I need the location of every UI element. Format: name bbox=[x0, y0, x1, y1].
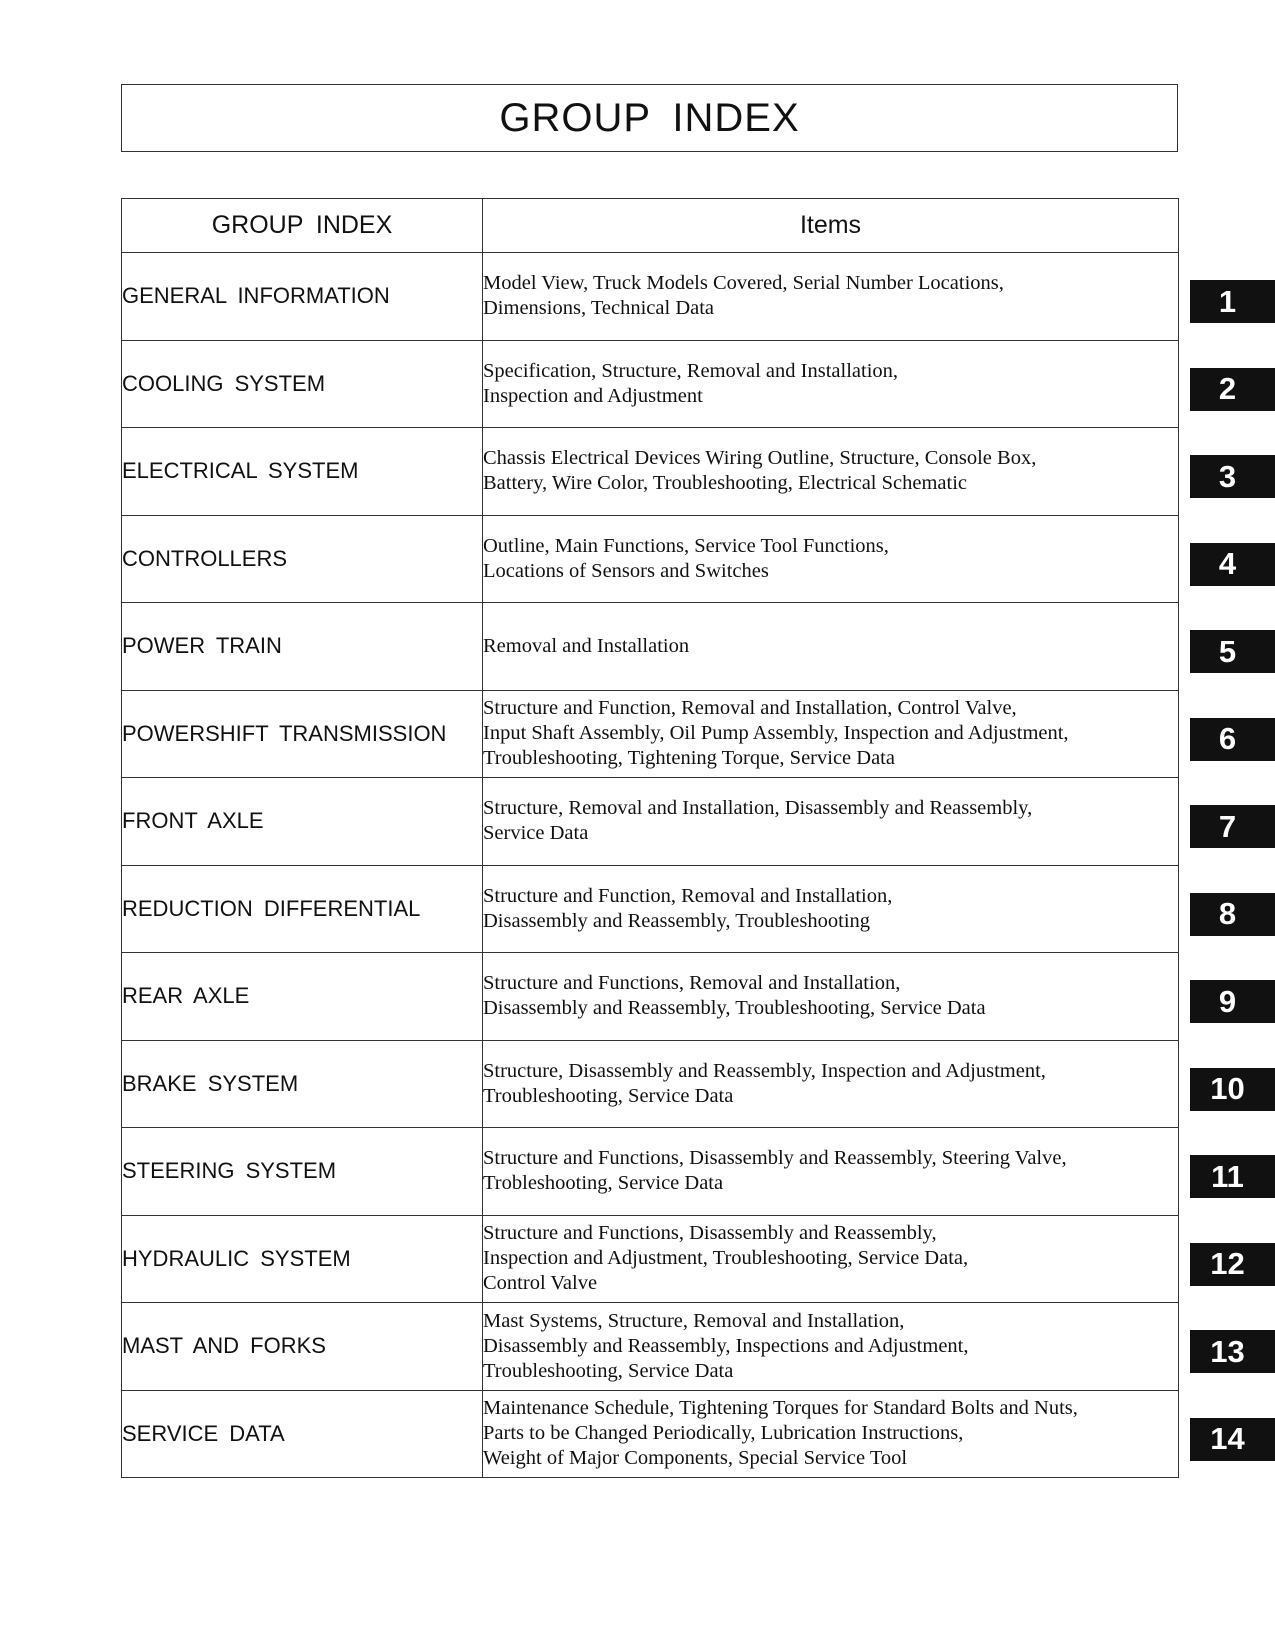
section-tab[interactable]: 10 bbox=[1190, 1068, 1275, 1111]
group-name: ELECTRICAL SYSTEM bbox=[122, 428, 483, 516]
section-tab[interactable]: 7 bbox=[1190, 805, 1275, 848]
table-row[interactable] bbox=[122, 778, 1179, 866]
group-name: REAR AXLE bbox=[122, 953, 483, 1041]
group-items: Mast Systems, Structure, Removal and Installation, Disassembly and Reassembly, Inspections and Adjustment, Troubleshooting, Service Data bbox=[483, 1303, 1179, 1391]
header-group-index: GROUP INDEX bbox=[122, 199, 483, 253]
page-title-box bbox=[121, 84, 1178, 152]
group-items: Structure and Functions, Disassembly and Reassembly, Inspection and Adjustment, Troubleshooting, Service Data, Control Valve bbox=[483, 1215, 1179, 1303]
table-row[interactable] bbox=[122, 515, 1179, 603]
table-row[interactable] bbox=[122, 1040, 1179, 1128]
group-items: Structure, Disassembly and Reassembly, Inspection and Adjustment, Troubleshooting, Service Data bbox=[483, 1040, 1179, 1128]
group-name: POWER TRAIN bbox=[122, 603, 483, 691]
group-name: FRONT AXLE bbox=[122, 778, 483, 866]
section-tab[interactable]: 8 bbox=[1190, 893, 1275, 936]
table-row[interactable] bbox=[122, 603, 1179, 691]
table-header-row bbox=[122, 199, 1179, 253]
group-items: Structure and Functions, Removal and Installation, Disassembly and Reassembly, Troubleshooting, Service Data bbox=[483, 953, 1179, 1041]
group-name: GENERAL INFORMATION bbox=[122, 253, 483, 341]
section-tab[interactable]: 1 bbox=[1190, 280, 1275, 323]
group-items: Structure and Function, Removal and Installation, Disassembly and Reassembly, Troubleshooting bbox=[483, 865, 1179, 953]
table-row[interactable] bbox=[122, 428, 1179, 516]
table-row[interactable] bbox=[122, 1390, 1179, 1478]
section-tab[interactable]: 3 bbox=[1190, 455, 1275, 498]
group-items: Model View, Truck Models Covered, Serial Number Locations, Dimensions, Technical Data bbox=[483, 253, 1179, 341]
group-items: Structure and Functions, Disassembly and Reassembly, Steering Valve, Trobleshooting, Service Data bbox=[483, 1128, 1179, 1216]
table-row[interactable] bbox=[122, 1303, 1179, 1391]
group-name: CONTROLLERS bbox=[122, 515, 483, 603]
group-name: SERVICE DATA bbox=[122, 1390, 483, 1478]
section-tab[interactable]: 6 bbox=[1190, 718, 1275, 761]
group-name: STEERING SYSTEM bbox=[122, 1128, 483, 1216]
group-items: Specification, Structure, Removal and Installation, Inspection and Adjustment bbox=[483, 340, 1179, 428]
section-tab[interactable]: 2 bbox=[1190, 368, 1275, 411]
group-index-table bbox=[121, 198, 1179, 1478]
table-row[interactable] bbox=[122, 340, 1179, 428]
section-tab[interactable]: 13 bbox=[1190, 1330, 1275, 1373]
section-tab[interactable]: 5 bbox=[1190, 630, 1275, 673]
page-title: GROUP INDEX bbox=[499, 95, 800, 140]
section-tab[interactable]: 14 bbox=[1190, 1418, 1275, 1461]
group-name: HYDRAULIC SYSTEM bbox=[122, 1215, 483, 1303]
table-row[interactable] bbox=[122, 253, 1179, 341]
section-tab[interactable]: 9 bbox=[1190, 980, 1275, 1023]
group-items: Structure and Function, Removal and Installation, Control Valve, Input Shaft Assembly, Oil Pump Assembly, Inspection and Adjustment, Troubleshooting, Tightening Torque, Service Data bbox=[483, 690, 1179, 778]
table-row[interactable] bbox=[122, 953, 1179, 1041]
group-name: BRAKE SYSTEM bbox=[122, 1040, 483, 1128]
header-items: Items bbox=[483, 199, 1179, 253]
table-row[interactable] bbox=[122, 1128, 1179, 1216]
group-items: Structure, Removal and Installation, Disassembly and Reassembly, Service Data bbox=[483, 778, 1179, 866]
group-items: Maintenance Schedule, Tightening Torques for Standard Bolts and Nuts, Parts to be Changed Periodically, Lubrication Instructions, Weight of Major Components, Special Service Tool bbox=[483, 1390, 1179, 1478]
group-name: COOLING SYSTEM bbox=[122, 340, 483, 428]
group-name: MAST AND FORKS bbox=[122, 1303, 483, 1391]
group-items: Chassis Electrical Devices Wiring Outline, Structure, Console Box, Battery, Wire Color, Troubleshooting, Electrical Schematic bbox=[483, 428, 1179, 516]
section-tab[interactable]: 11 bbox=[1190, 1155, 1275, 1198]
group-name: POWERSHIFT TRANSMISSION bbox=[122, 690, 483, 778]
group-items: Outline, Main Functions, Service Tool Functions, Locations of Sensors and Switches bbox=[483, 515, 1179, 603]
group-items: Removal and Installation bbox=[483, 603, 1179, 691]
section-tab[interactable]: 4 bbox=[1190, 543, 1275, 586]
section-tab[interactable]: 12 bbox=[1190, 1243, 1275, 1286]
table-row[interactable] bbox=[122, 690, 1179, 778]
table-row[interactable] bbox=[122, 865, 1179, 953]
table-row[interactable] bbox=[122, 1215, 1179, 1303]
group-name: REDUCTION DIFFERENTIAL bbox=[122, 865, 483, 953]
